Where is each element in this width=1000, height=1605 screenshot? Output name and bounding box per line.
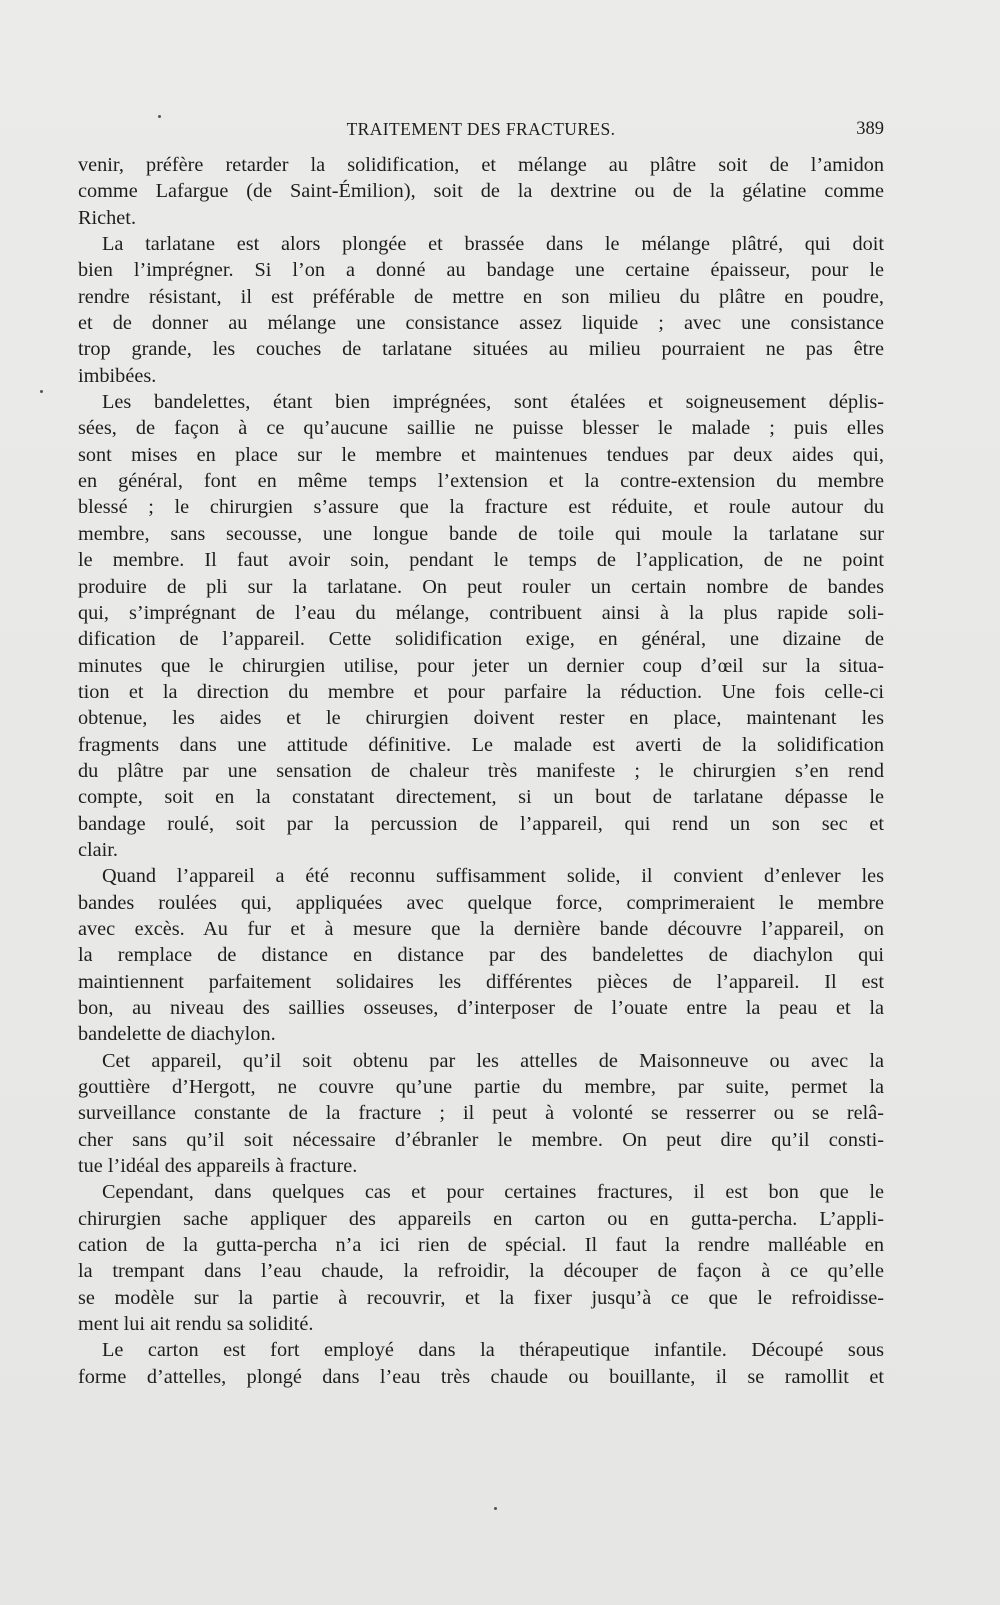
text-line: Quand l’appareil a été reconnu suffisamment solide, il convient d’enlever les <box>102 865 884 888</box>
text-line: bien l’imprégner. Si l’on a donné au bandage une certaine épaisseur, pour le <box>78 259 884 282</box>
text-line: gouttière d’Hergott, ne couvre qu’une partie du membre, par suite, permet la <box>78 1076 884 1099</box>
paper-speck <box>494 1507 497 1510</box>
text-line: bandes roulées qui, appliquées avec quelque force, comprimeraient le membre <box>78 891 884 914</box>
text-line: en général, font en même temps l’extension et la contre-extension du membre <box>78 470 884 493</box>
text-line: sées, de façon à ce qu’aucune saillie ne puisse blesser le malade ; puis elles <box>78 417 884 440</box>
text-line: cation de la gutta-percha n’a ici rien de spécial. Il faut la rendre malléable en <box>78 1234 884 1257</box>
text-line: qui, s’imprégnant de l’eau du mélange, contribuent ainsi à la plus rapide soli- <box>78 601 884 624</box>
text-line: tue l’idéal des appareils à fracture. <box>78 1155 358 1178</box>
text-line: Richet. <box>78 206 137 229</box>
text-line: compte, soit en la constatant directement, si un bout de tarlatane dépasse le <box>78 786 884 809</box>
text-line: tion et la direction du membre et pour parfaire la réduction. Une fois celle-ci <box>78 680 884 703</box>
text-line: La tarlatane est alors plongée et brassée dans le mélange plâtré, qui doit <box>102 233 884 256</box>
paper-speck <box>158 115 161 118</box>
text-line: bon, au niveau des saillies osseuses, d’interposer de l’ouate entre la peau et la <box>78 997 884 1019</box>
page-number: 389 <box>856 119 884 139</box>
text-line: Les bandelettes, étant bien imprégnées, sont étalées et soigneusement déplis- <box>102 391 884 414</box>
text-line: forme d’attelles, plongé dans l’eau très chaude ou bouillante, il se ramollit et <box>78 1365 884 1388</box>
text-line: bandelette de diachylon. <box>78 1023 276 1046</box>
text-line: Le carton est fort employé dans la thérapeutique infantile. Découpé sous <box>102 1339 884 1362</box>
paper-speck <box>40 390 43 393</box>
text-line: ment lui ait rendu sa solidité. <box>78 1313 314 1336</box>
text-line: sont mises en place sur le membre et maintenues tendues par deux aides qui, <box>78 443 884 466</box>
text-line: surveillance constante de la fracture ; il peut à volonté se resserrer ou se relâ- <box>78 1102 884 1125</box>
text-line: fragments dans une attitude définitive. Le malade est averti de la solidification <box>78 733 884 756</box>
text-line: la remplace de distance en distance par des bandelettes de diachylon qui <box>78 944 884 967</box>
text-line: avec excès. Au fur et à mesure que la dernière bande découvre l’appareil, on <box>78 917 884 940</box>
text-line: produire de pli sur la tarlatane. On peut rouler un certain nombre de bandes <box>78 575 884 598</box>
text-line: la trempant dans l’eau chaude, la refroidir, la découper de façon à ce qu’elle <box>78 1260 884 1283</box>
text-line: obtenue, les aides et le chirurgien doivent rester en place, maintenant les <box>78 707 884 730</box>
text-line: minutes que le chirurgien utilise, pour jeter un dernier coup d’œil sur la situa- <box>78 654 884 677</box>
text-line: clair. <box>78 838 118 861</box>
text-line: maintiennent parfaitement solidaires les différentes pièces de l’appareil. Il est <box>78 970 884 993</box>
text-line: blessé ; le chirurgien s’assure que la fracture est réduite, et roule autour du <box>78 496 884 519</box>
text-line: trop grande, les couches de tarlatane situées au milieu pourraient ne pas être <box>78 338 884 361</box>
text-line: membre, sans secousse, une longue bande de toile qui moule la tarlatane sur <box>78 522 884 545</box>
text-line: du plâtre par une sensation de chaleur très manifeste ; le chirurgien s’en rend <box>78 759 884 782</box>
text-line: se modèle sur la partie à recouvrir, et la fixer jusqu’à ce que le refroidisse- <box>78 1286 884 1309</box>
text-line: comme Lafargue (de Saint-Émilion), soit de la dextrine ou de la gélatine comme <box>78 180 884 203</box>
body-text <box>78 152 884 1390</box>
text-line: et de donner au mélange une consistance assez liquide ; avec une consistance <box>78 312 884 335</box>
text-line: rendre résistant, il est préférable de mettre en son milieu du plâtre en poudre, <box>78 285 884 308</box>
text-line: le membre. Il faut avoir soin, pendant le temps de l’application, de ne point <box>78 549 884 572</box>
text-line: chirurgien sache appliquer des appareils en carton ou en gutta-percha. L’appli- <box>78 1207 884 1230</box>
text-line: bandage roulé, soit par la percussion de l’appareil, qui rend un son sec et <box>78 812 884 835</box>
text-line: venir, préfère retarder la solidification, et mélange au plâtre soit de l’amidon <box>78 154 884 176</box>
text-line: Cet appareil, qu’il soit obtenu par les attelles de Maisonneuve ou avec la <box>102 1049 884 1072</box>
running-title: TRAITEMENT DES FRACTURES. <box>346 119 616 139</box>
text-line: cher sans qu’il soit nécessaire d’ébranler le membre. On peut dire qu’il consti- <box>78 1128 884 1151</box>
page-header <box>78 119 884 145</box>
text-line: Cependant, dans quelques cas et pour certaines fractures, il est bon que le <box>102 1181 884 1204</box>
text-line: imbibées. <box>78 364 157 387</box>
text-line: dification de l’appareil. Cette solidification exige, en général, une dizaine de <box>78 628 884 651</box>
